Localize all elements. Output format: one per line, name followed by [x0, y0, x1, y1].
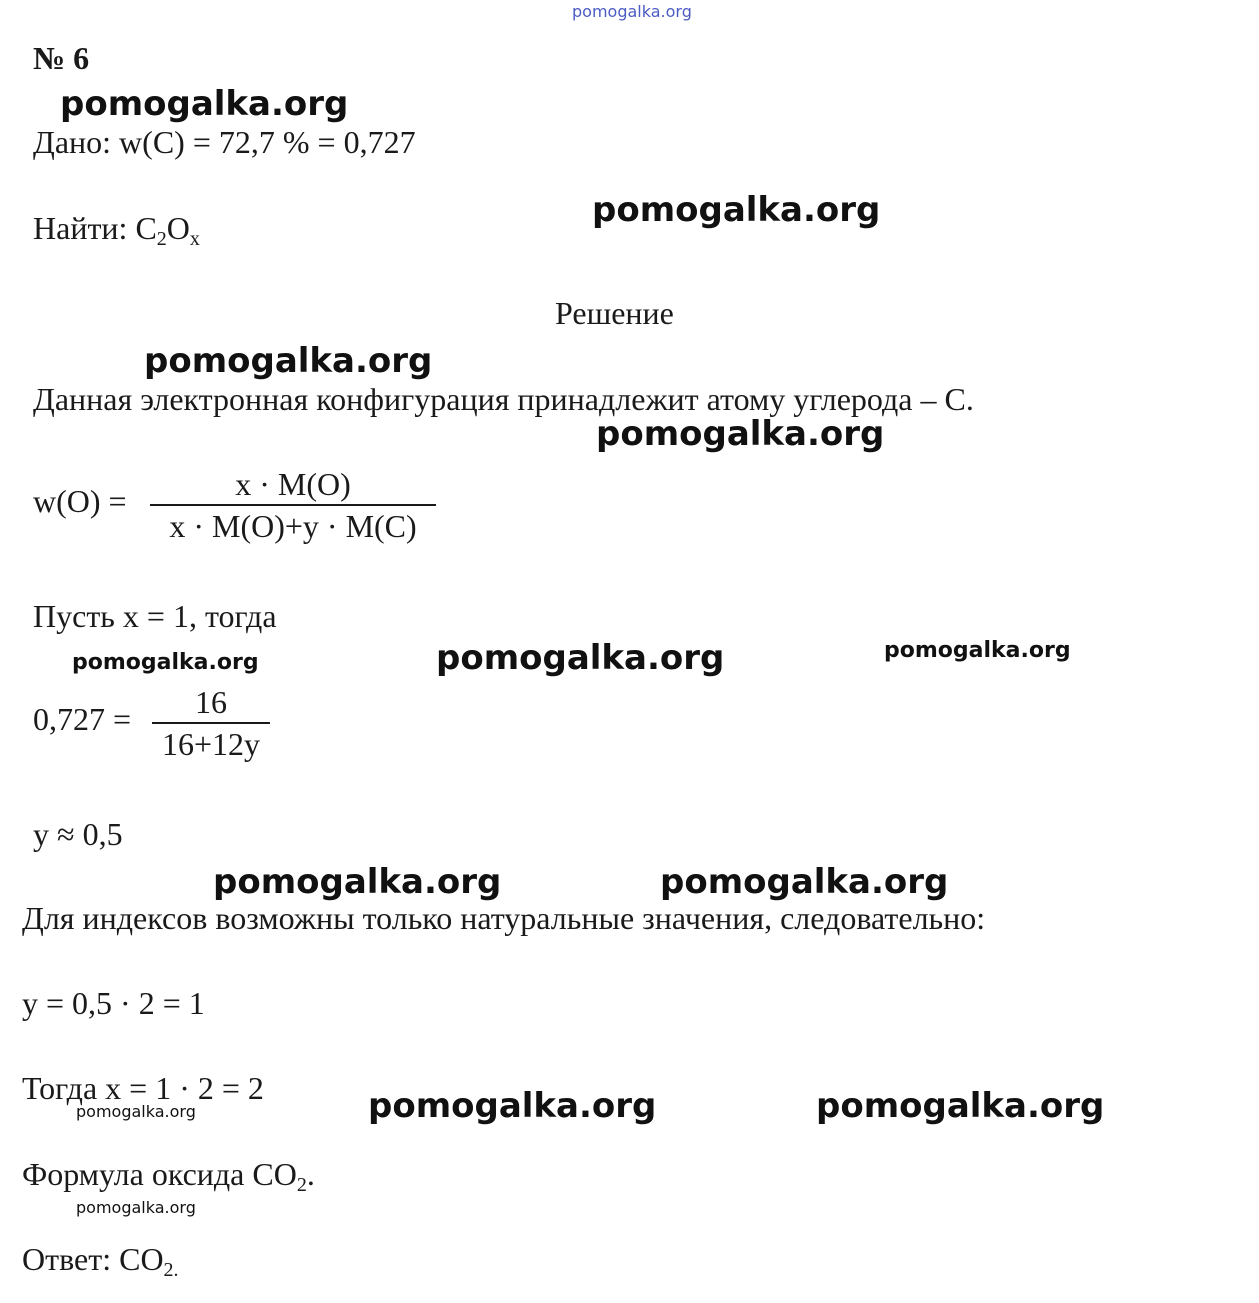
oxide-prefix: Формула оксида CO	[22, 1156, 297, 1192]
watermark: pomogalka.org	[884, 638, 1071, 663]
oxide-suffix: .	[306, 1156, 315, 1192]
formula-fraction	[150, 462, 436, 546]
equation-fraction	[152, 680, 270, 764]
find-prefix: Найти: C	[33, 210, 157, 246]
x-line: Тогда x = 1 · 2 = 2	[22, 1070, 264, 1106]
watermark: pomogalka.org	[60, 84, 349, 124]
watermark: pomogalka.org	[213, 862, 502, 902]
solution-heading: Решение	[555, 295, 674, 331]
watermark: pomogalka.org	[596, 414, 885, 454]
watermark: pomogalka.org	[660, 862, 949, 902]
equation-lhs: 0,727 =	[33, 701, 132, 737]
approx-line: y ≈ 0,5	[33, 816, 123, 852]
watermark-top: pomogalka.org	[572, 2, 692, 21]
natural-line: Для индексов возможны только натуральные значения, следовательно:	[22, 900, 986, 936]
find-sub-x: x	[189, 228, 200, 250]
equation-denominator: 16+12y	[161, 726, 261, 762]
answer-line	[22, 1241, 179, 1281]
config-line: Данная электронная конфигурация принадлежит атому углерода – С.	[33, 381, 974, 417]
watermark: pomogalka.org	[436, 638, 725, 678]
formula-lhs: w(O) =	[33, 483, 127, 519]
find-mid: O	[166, 210, 190, 246]
oxide-formula-line	[22, 1156, 315, 1196]
formula-denominator: x · M(O)+y · M(C)	[169, 508, 417, 544]
formula-numerator: x · M(O)	[235, 466, 351, 502]
problem-number: № 6	[33, 40, 90, 76]
find-line	[33, 210, 200, 250]
watermark: pomogalka.org	[72, 650, 259, 675]
watermark: pomogalka.org	[76, 1198, 196, 1217]
watermark: pomogalka.org	[144, 341, 433, 381]
watermark: pomogalka.org	[816, 1086, 1105, 1126]
watermark: pomogalka.org	[76, 1102, 196, 1121]
oxide-sub: 2	[296, 1174, 307, 1196]
watermark: pomogalka.org	[368, 1086, 657, 1126]
find-sub-2: 2	[156, 228, 167, 250]
fraction-bar	[152, 722, 270, 724]
answer-sub: 2.	[163, 1259, 179, 1281]
let-line: Пусть x = 1, тогда	[33, 598, 277, 634]
equation-numerator: 16	[195, 684, 227, 720]
fraction-bar	[150, 504, 436, 506]
watermark: pomogalka.org	[592, 190, 881, 230]
y-line: y = 0,5 · 2 = 1	[22, 985, 205, 1021]
answer-prefix: Ответ: CO	[22, 1241, 164, 1277]
given-line: Дано: w(C) = 72,7 % = 0,727	[33, 124, 416, 160]
